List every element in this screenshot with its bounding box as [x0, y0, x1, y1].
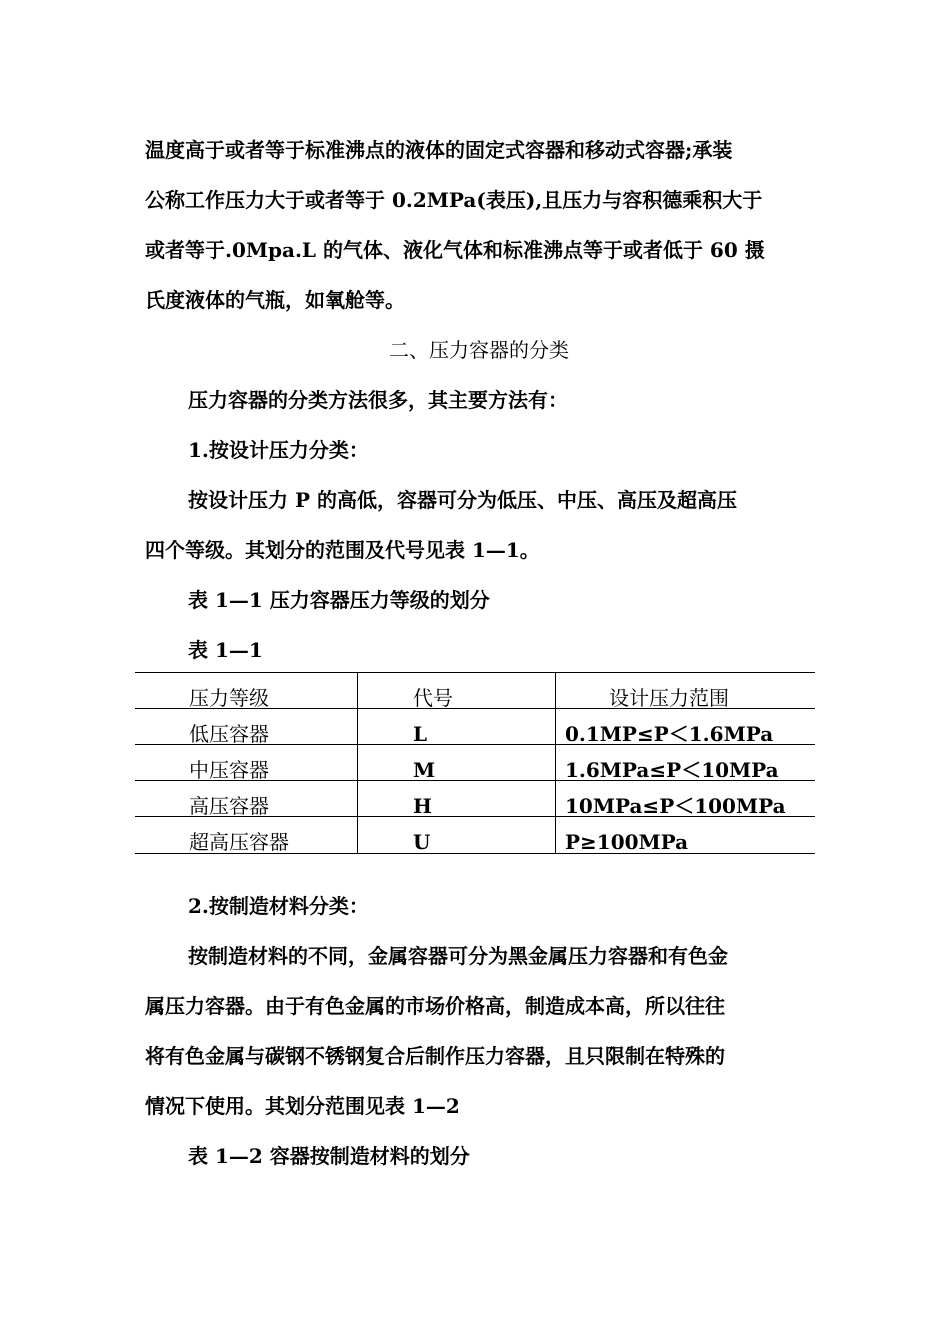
- table-header-code: 代号: [413, 686, 453, 710]
- intro-text: 压力容器的分类方法很多，其主要方法有：: [188, 388, 568, 412]
- paragraph-1-line-4: 氏度液体的气瓶，如氧舱等。: [145, 288, 405, 312]
- table-divider-2: [555, 672, 556, 854]
- item-1-text-line-1: 按设计压力 P 的高低，容器可分为低压、中压、高压及超高压: [188, 488, 737, 512]
- table-row-2-code: M: [413, 758, 436, 782]
- item-2-text-line-2: 属压力容器。由于有色金属的市场价格高，制造成本高，所以往往: [145, 994, 725, 1018]
- table-header-range: 设计压力范围: [609, 686, 729, 710]
- table-row-3-level: 高压容器: [189, 794, 269, 818]
- pressure-class-table: [135, 672, 815, 854]
- table-divider-1: [357, 672, 358, 854]
- table-header-level: 压力等级: [189, 686, 269, 710]
- table-row-2-level: 中压容器: [189, 758, 269, 782]
- table-row-3-range: 10MPa≤P＜100MPa: [565, 794, 786, 818]
- table-2-caption: 表 1—2 容器按制造材料的划分: [188, 1144, 470, 1168]
- section-title: 二、压力容器的分类: [389, 338, 569, 362]
- table-row-2-range: 1.6MPa≤P＜10MPa: [565, 758, 779, 782]
- item-2-text-line-4: 情况下使用。其划分范围见表 1—2: [145, 1094, 460, 1118]
- paragraph-1-line-3: 或者等于.0Mpa.L 的气体、液化气体和标准沸点等于或者低于 60 摄: [145, 238, 765, 262]
- item-2-title: 2.按制造材料分类：: [188, 894, 369, 918]
- item-2-text-line-3: 将有色金属与碳钢不锈钢复合后制作压力容器，且只限制在特殊的: [145, 1044, 725, 1068]
- table-row-4-range: P≥100MPa: [565, 830, 689, 854]
- table-row-1-code: L: [413, 722, 428, 746]
- item-1-text-line-2: 四个等级。其划分的范围及代号见表 1—1。: [145, 538, 540, 562]
- item-1-title: 1.按设计压力分类：: [188, 438, 369, 462]
- table-rule-top: [135, 672, 815, 673]
- table-row-1-range: 0.1MP≤P＜1.6MPa: [565, 722, 774, 746]
- paragraph-1-line-2: 公称工作压力大于或者等于 0.2MPa(表压),且压力与容积德乘积大于: [145, 188, 763, 212]
- table-row-4-level: 超高压容器: [189, 830, 289, 854]
- table-row-3-code: H: [413, 794, 432, 818]
- paragraph-1-line-1: 温度高于或者等于标准沸点的液体的固定式容器和移动式容器;承装: [145, 138, 733, 162]
- table-1-caption: 表 1—1 压力容器压力等级的划分: [188, 588, 490, 612]
- table-1-label: 表 1—1: [188, 638, 263, 662]
- table-row-4-code: U: [413, 830, 431, 854]
- item-2-text-line-1: 按制造材料的不同，金属容器可分为黑金属压力容器和有色金: [188, 944, 728, 968]
- table-row-1-level: 低压容器: [189, 722, 269, 746]
